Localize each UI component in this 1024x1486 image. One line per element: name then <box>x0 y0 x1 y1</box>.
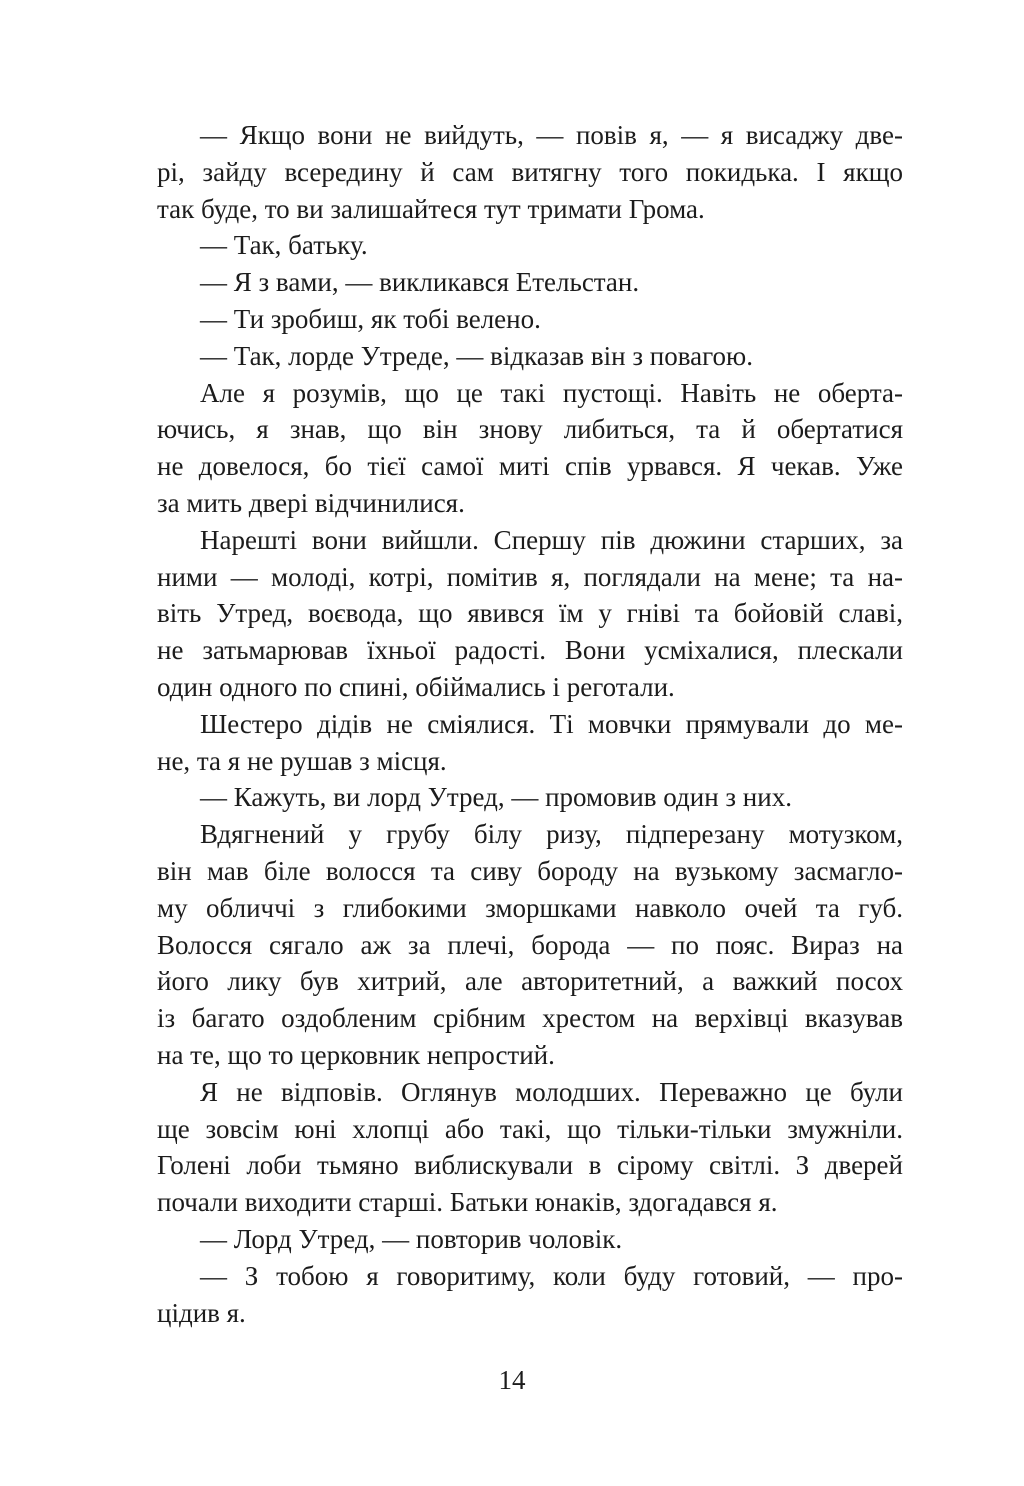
text-line: не, та я не рушав з місця. <box>157 745 447 776</box>
text-line: один одного по спині, обіймались і реготали. <box>157 671 675 702</box>
text-line: Голені лоби тьмяно виблискували в сірому світлі. З дверей <box>157 1150 903 1181</box>
body-text <box>157 117 903 1331</box>
text-line: не довелося, бо тієї самої миті спів урвався. Я чекав. Уже <box>157 451 903 482</box>
text-line: рі, зайду всередину й сам витягну того покидька. І якщо <box>157 156 903 187</box>
text-line: — З тобою я говоритиму, коли буду готовий, — про- <box>200 1260 903 1291</box>
text-line: не затьмарював їхньої радості. Вони усміхалися, плескали <box>157 635 903 666</box>
text-line: Шестеро дідів не сміялися. Ті мовчки прямували до ме- <box>200 708 903 739</box>
text-line: — Так, лорде Утреде, — відказав він з повагою. <box>200 340 753 371</box>
text-line: — Кажуть, ви лорд Утред, — промовив один з них. <box>200 782 792 813</box>
text-line: віть Утред, воєвода, що явився їм у гніві та бойовій славі, <box>157 598 903 629</box>
text-line: ючись, я знав, що він знову либиться, та й обертатися <box>157 414 903 445</box>
text-line: цідив я. <box>157 1297 246 1328</box>
text-line: ще зовсім юні хлопці або такі, що тільки-тільки змужніли. <box>157 1113 903 1144</box>
text-line: Волосся сягало аж за плечі, борода — по пояс. Вираз на <box>157 929 903 960</box>
text-line: му обличчі з глибокими зморшками навколо очей та губ. <box>157 892 903 923</box>
text-line: — Лорд Утред, — повторив чоловік. <box>200 1223 623 1254</box>
text-line: — Я з вами, — викликався Етельстан. <box>200 267 640 298</box>
text-line: так буде, то ви залишайтеся тут тримати Грома. <box>157 193 705 224</box>
text-line: Нарешті вони вийшли. Спершу пів дюжини старших, за <box>200 524 903 555</box>
text-line: Вдягнений у грубу білу ризу, підперезану мотузком, <box>200 819 903 850</box>
text-line: ними — молоді, котрі, помітив я, поглядали на мене; та на- <box>157 561 903 592</box>
text-line: — Так, батьку. <box>200 230 368 261</box>
text-line: він мав біле волосся та сиву бороду на вузькому засмагло- <box>157 855 903 886</box>
text-line: Але я розумів, що це такі пустощі. Навіть не оберта- <box>200 377 903 408</box>
text-line: за мить двері відчинилися. <box>157 487 465 518</box>
page-number: 14 <box>498 1365 526 1395</box>
text-line: — Ти зробиш, як тобі велено. <box>200 303 541 334</box>
text-line: Я не відповів. Оглянув молодших. Переважно це були <box>200 1076 903 1107</box>
text-line: його лику був хитрий, але авторитетний, а важкий посох <box>157 966 903 997</box>
text-line: почали виходити старші. Батьки юнаків, здогадався я. <box>157 1187 778 1218</box>
text-line: — Якщо вони не вийдуть, — повів я, — я висаджу две- <box>200 120 903 150</box>
text-line: із багато оздобленим срібним хрестом на верхівці вказував <box>157 1003 903 1034</box>
text-line: на те, що то церковник непростий. <box>157 1039 555 1070</box>
